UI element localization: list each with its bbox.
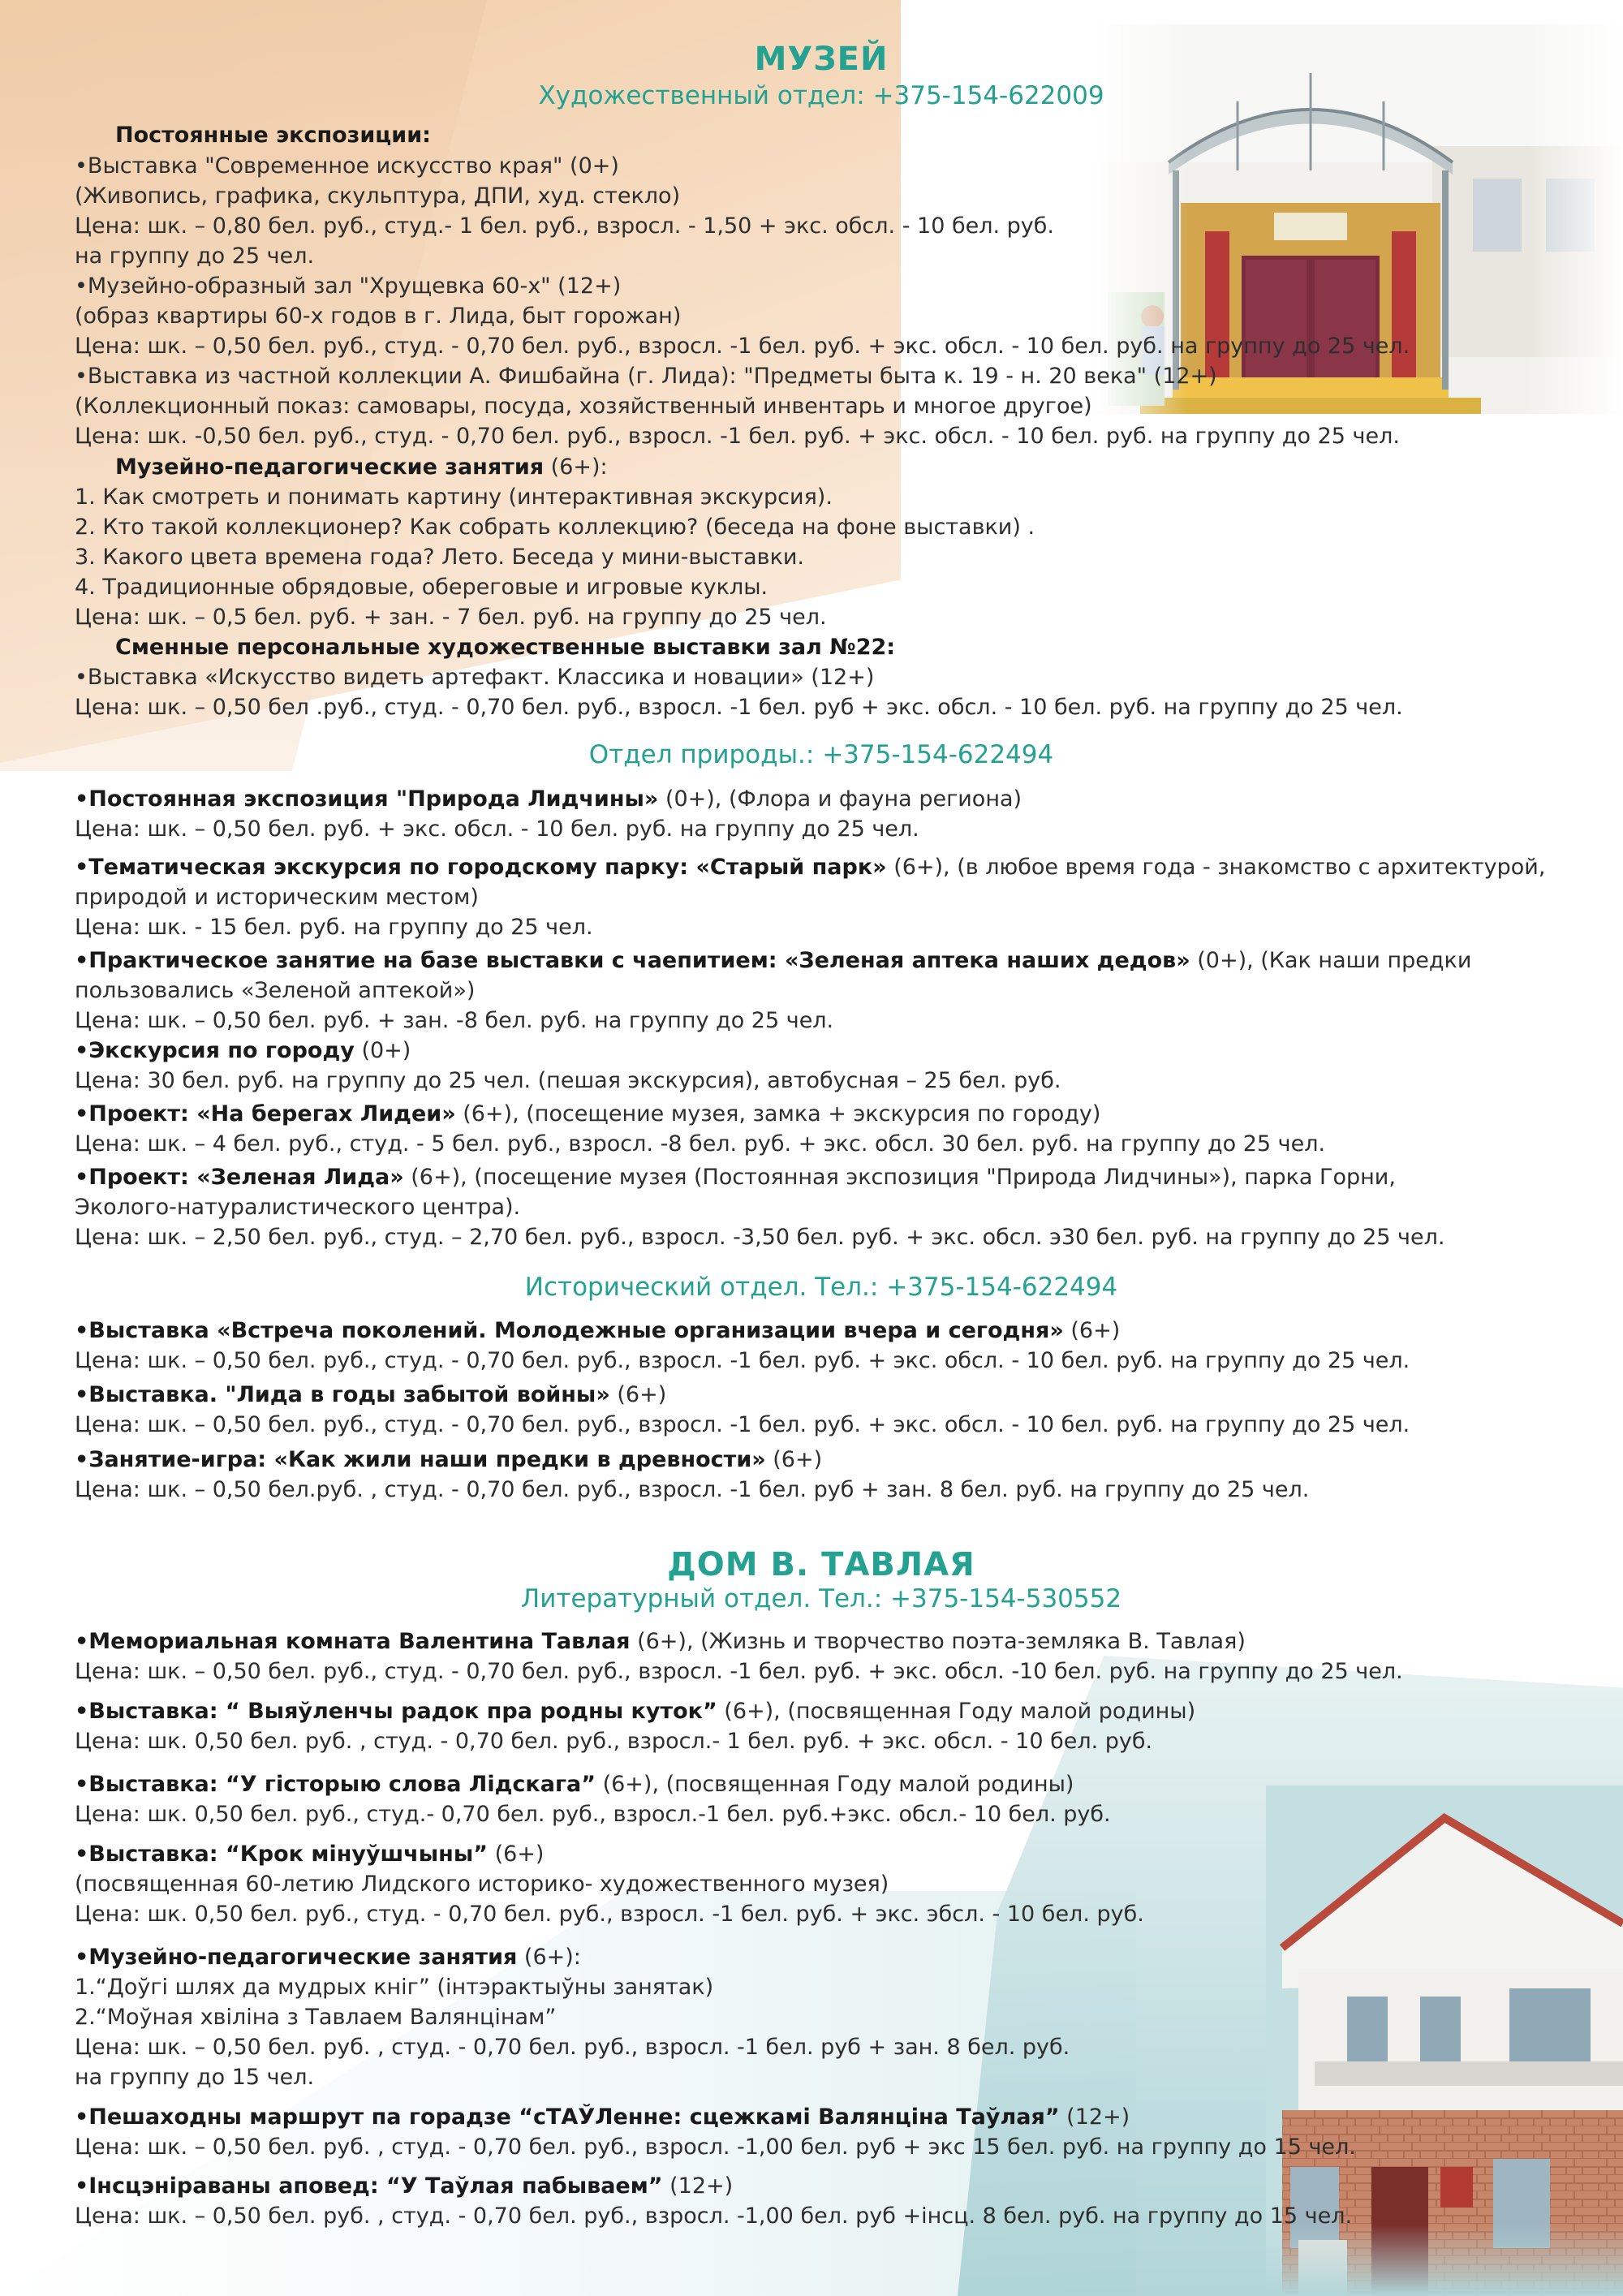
museum-title: МУЗЕЙ [754,41,889,78]
nature-price: Цена: шк. – 0,50 бел. руб. + экс. обсл. - 10 бел. руб. на группу до 25 чел. [75,816,919,842]
tavlay-item: •Выставка: “Крок мінуўшчыны” (6+) [75,1842,545,1867]
tavlay-line: 1.“Доўгі шлях да мудрых кніг” (інтэрактыўны занятак) [75,1975,714,2000]
nature-line: пользовались «Зеленой аптекой») [75,978,476,1003]
nature-item: •Практическое занятие на базе выставки с чаепитием: «Зеленая аптека наших дедов» (0+), (Как наши предки [75,948,1472,973]
museum-line: •Выставка из частной коллекции А. Фишбайна (г. Лида): "Предметы быта к. 19 - н. 20 века" (12+) [75,364,1217,389]
nature-item: •Проект: «На берегах Лидеи» (6+), (посещение музея, замка + экскурсия по городу) [75,1101,1101,1126]
nature-price: Цена: шк. – 0,50 бел. руб. + зан. -8 бел. руб. на группу до 25 чел. [75,1008,834,1033]
history-price: Цена: шк. – 0,50 бел. руб., студ. - 0,70 бел. руб., взросл. -1 бел. руб. + экс. обсл. - 10 бел. руб. на группу до 25 чел. [75,1412,1410,1437]
nature-dept-title: Отдел природы.: +375-154-622494 [588,740,1054,769]
temp-line: Цена: шк. – 0,50 бел .руб., студ. - 0,70 бел. руб., взросл. -1 бел. руб + экс. обсл. - 10 бел. руб. на группу до 25 чел. [75,695,1403,720]
museum-line: на группу до 25 чел. [75,243,315,269]
ped-line: 1. Как смотреть и понимать картину (интерактивная экскурсия). [75,485,833,510]
nature-price: Цена: 30 бел. руб. на группу до 25 чел. (пешая экскурсия), автобусная – 25 бел. руб. [75,1068,1061,1093]
nature-line: природой и историческим местом) [75,885,479,910]
ped-line: 3. Какого цвета времена года? Лето. Беседа у мини-выставки. [75,545,805,570]
museum-line: Цена: шк. – 0,50 бел. руб., студ. - 0,70 бел. руб., взросл. -1 бел. руб. + экс. обсл. - 10 бел. руб. на группу до 25 чел. [75,334,1410,359]
tavlay-item: •Выставка: “ Выяўленчы радок пра родны куток” (6+), (посвященная Году малой родины) [75,1699,1196,1724]
tavlay-line: 2.“Моўная хвіліна з Тавлаем Валянцінам” [75,2005,557,2030]
history-item: •Выставка «Встреча поколений. Молодежные организации вчера и сегодня» (6+) [75,1318,1121,1343]
permanent-exhibitions-heading: Постоянные экспозиции: [115,123,431,148]
museum-subtitle: Художественный отдел: +375-154-622009 [538,81,1104,110]
tavlay-item: •Інсцэніраваны аповед: “У Таўлая пабываем” (12+) [75,2173,734,2199]
museum-line: •Музейно-образный зал "Хрущевка 60-х" (12+) [75,274,622,299]
pedagogical-lessons-heading: Музейно-педагогические занятия (6+): [115,454,608,480]
ped-line: 4. Традиционные обрядовые, обереговые и игровые куклы. [75,575,768,600]
museum-line: •Выставка "Современное искусство края" (0+) [75,153,619,179]
nature-price: Цена: шк. – 2,50 бел. руб., студ. – 2,70 бел. руб., взросл. -3,50 бел. руб. + экс. обсл. э30 бел. руб. на группу до 25 чел. [75,1225,1445,1250]
history-item: •Выставка. "Лида в годы забытой войны» (6+) [75,1382,667,1407]
history-item: •Занятие-игра: «Как жили наши предки в древности» (6+) [75,1447,823,1472]
nature-price: Цена: шк. – 4 бел. руб., студ. - 5 бел. руб., взросл. -8 бел. руб. + экс. обсл. 30 бел. руб. на группу до 25 чел. [75,1131,1326,1157]
tavlay-price: Цена: шк. 0,50 бел. руб. , студ. - 0,70 бел. руб., взросл.- 1 бел. руб. + экс. обсл. - 10 бел. руб. [75,1729,1153,1754]
nature-item: •Постоянная экспозиция "Природа Лидчины» (0+), (Флора и фауна региона) [75,786,1022,812]
tavlay-price: на группу до 15 чел. [75,2065,315,2090]
tavlay-line: (посвященная 60-летию Лидского историко- художественного музея) [75,1872,889,1897]
history-dept-title: Исторический отдел. Тел.: +375-154-622494 [524,1273,1118,1302]
tavlay-price: Цена: шк. – 0,50 бел. руб. , студ. - 0,70 бел. руб., взросл. -1,00 бел. руб +інсц. 8 бел. руб. на группу до 15 чел. [75,2203,1353,2229]
nature-item: •Экскурсия по городу (0+) [75,1038,411,1063]
museum-line: Цена: шк. -0,50 бел. руб., студ. - 0,70 бел. руб., взросл. -1 бел. руб. + экс. обсл. - 10 бел. руб. на группу до 25 чел. [75,424,1400,449]
tavlay-house-title: ДОМ В. ТАВЛАЯ [667,1546,975,1583]
tavlay-price: Цена: шк. – 0,50 бел. руб., студ. - 0,70 бел. руб., взросл. -1 бел. руб. + экс. обсл. -10 бел. руб. на группу до 25 чел. [75,1659,1403,1684]
tavlay-item: •Мемориальная комната Валентина Тавлая (6+), (Жизнь и творчество поэта-земляка В. Тавлая) [75,1629,1246,1654]
nature-item: •Тематическая экскурсия по городскому парку: «Старый парк» (6+), (в любое время года - знакомство с архитектурой, [75,855,1546,880]
history-price: Цена: шк. – 0,50 бел. руб., студ. - 0,70 бел. руб., взросл. -1 бел. руб. + экс. обсл. - 10 бел. руб. на группу до 25 чел. [75,1348,1410,1373]
museum-line: (Живопись, графика, скульптура, ДПИ, худ. стекло) [75,183,681,209]
nature-line: Эколого-натуралистического центра). [75,1195,521,1220]
ped-line: Цена: шк. – 0,5 бел. руб. + зан. - 7 бел. руб. на группу до 25 чел. [75,605,827,630]
history-price: Цена: шк. – 0,50 бел.руб. , студ. - 0,70 бел. руб., взросл. -1 бел. руб + зан. 8 бел. руб. на группу до 25 чел. [75,1477,1310,1502]
tavlay-price: Цена: шк. 0,50 бел. руб., студ.- 0,70 бел. руб., взросл.-1 бел. руб.+экс. обсл.- 10 бел. руб. [75,1802,1111,1827]
tavlay-price: Цена: шк. – 0,50 бел. руб. , студ. - 0,70 бел. руб., взросл. -1,00 бел. руб + экс 15 бел. руб. на группу до 15 чел. [75,2134,1356,2160]
tavlay-item: •Музейно-педагогические занятия (6+): [75,1945,581,1970]
tavlay-price: Цена: шк. 0,50 бел. руб., студ. - 0,70 бел. руб., взросл. -1 бел. руб. + экс. эбсл. - 10 бел. руб. [75,1902,1144,1927]
temp-line: •Выставка «Искусство видеть артефакт. Классика и новации» (12+) [75,665,875,690]
museum-line: Цена: шк. – 0,80 бел. руб., студ.- 1 бел. руб., взросл. - 1,50 + экс. обсл. - 10 бел. руб. [75,213,1054,239]
tavlay-item: •Выставка: “У гісторыю слова Лідскага” (6+), (посвященная Году малой родины) [75,1772,1074,1797]
nature-item: •Проект: «Зеленая Лида» (6+), (посещение музея (Постоянная экспозиция "Природа Лидчины»), парка Горни, [75,1165,1396,1190]
museum-line: (образ квартиры 60-х годов в г. Лида, быт горожан) [75,304,682,329]
ped-line: 2. Кто такой коллекционер? Как собрать коллекцию? (беседа на фоне выставки) . [75,515,1035,540]
nature-price: Цена: шк. - 15 бел. руб. на группу до 25 чел. [75,915,593,940]
museum-line: (Коллекционный показ: самовары, посуда, хозяйственный инвентарь и многое другое) [75,394,1092,419]
temporary-exhibitions-heading: Сменные персональные художественные выставки зал №22: [115,635,896,660]
tavlay-price: Цена: шк. – 0,50 бел. руб. , студ. - 0,70 бел. руб., взросл. -1 бел. руб + зан. 8 бел. руб. [75,2035,1070,2060]
tavlay-subtitle: Литературный отдел. Тел.: +375-154-530552 [520,1584,1122,1613]
tavlay-item: •Пешаходны маршрут па горадзе “сТАЎЛенне: сцежкамі Валянціна Таўлая” (12+) [75,2104,1130,2130]
